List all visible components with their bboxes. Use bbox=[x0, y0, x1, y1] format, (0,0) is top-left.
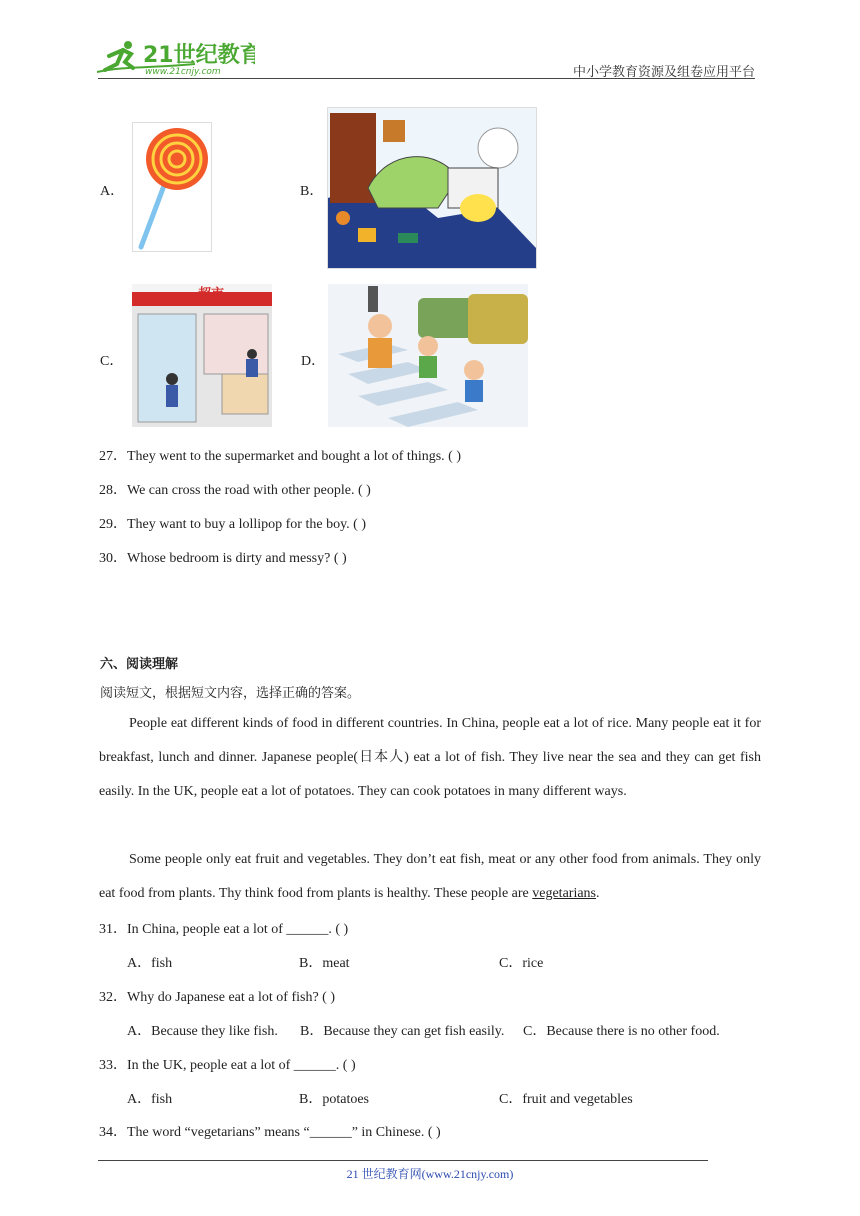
paragraph-2-text: Some people only eat fruit and vegetables. They don’t eat fish, meat or any other food from animals. They only eat food from plants. Thy think food from plants is healthy. These people are bbox=[99, 852, 761, 901]
question-32-option-c: C．Because there is no other food. bbox=[523, 1024, 720, 1039]
question-32-option-a: A．Because they like fish. bbox=[127, 1024, 278, 1039]
supermarket-sign: 超市 bbox=[198, 287, 225, 302]
question-33-option-c: C．fruit and vegetables bbox=[499, 1092, 633, 1107]
question-30: 30．Whose bedroom is dirty and messy? ( ) bbox=[99, 551, 347, 566]
crossing-road-picture bbox=[328, 284, 528, 427]
messy-bedroom-picture bbox=[327, 107, 537, 269]
question-31-option-c: C．rice bbox=[499, 956, 544, 971]
question-31-option-a: A．fish bbox=[127, 956, 173, 971]
question-27: 27．They went to the supermarket and bought a lot of things. ( ) bbox=[99, 449, 461, 464]
logo-url: www.21cnjy.com bbox=[145, 67, 221, 77]
question-31-option-b: B．meat bbox=[299, 956, 350, 971]
option-d-label: D． bbox=[301, 354, 326, 369]
question-34: 34．The word “vegetarians” means “______” in Chinese. ( ) bbox=[99, 1125, 441, 1140]
logo-text: 21世纪教育 bbox=[143, 43, 255, 68]
header-divider bbox=[98, 78, 755, 79]
option-a-label: A． bbox=[100, 184, 125, 199]
section-title: 六、阅读理解 bbox=[100, 657, 179, 672]
passage-paragraph-2 bbox=[99, 843, 761, 911]
question-32: 32．Why do Japanese eat a lot of fish? ( ) bbox=[99, 990, 335, 1005]
question-33-option-b: B．potatoes bbox=[299, 1092, 369, 1107]
site-logo bbox=[95, 38, 255, 78]
paragraph-2-end: . bbox=[596, 886, 600, 901]
option-b-label: B． bbox=[300, 184, 324, 199]
question-33: 33．In the UK, people eat a lot of ______. ( ) bbox=[99, 1058, 356, 1073]
vegetarians-word: vegetarians bbox=[532, 886, 596, 901]
question-31: 31．In China, people eat a lot of ______. ( ) bbox=[99, 922, 349, 937]
question-29: 29．They want to buy a lollipop for the boy. ( ) bbox=[99, 517, 366, 532]
supermarket-picture bbox=[132, 284, 272, 427]
header-platform-text: 中小学教育资源及组卷应用平台 bbox=[572, 65, 755, 80]
footer-site-link[interactable]: 21 世纪教育网(www.21cnjy.com) bbox=[346, 1167, 514, 1181]
question-33-option-a: A．fish bbox=[127, 1092, 173, 1107]
footer-divider bbox=[98, 1160, 708, 1161]
passage-paragraph-1: People eat different kinds of food in different countries. In China, people eat a lot of rice. Many people eat it for breakfast, lunch and dinner. Japanese people(日本人) eat a lot of fish. They live near the sea and they can get fish easily. In the UK, people eat a lot of potatoes. They can cook potatoes in many different ways. bbox=[99, 716, 761, 799]
question-28: 28．We can cross the road with other people. ( ) bbox=[99, 483, 371, 498]
option-c-label: C． bbox=[100, 354, 124, 369]
question-32-option-b: B．Because they can get fish easily. bbox=[300, 1024, 505, 1039]
section-instruction: 阅读短文，根据短文内容，选择正确的答案。 bbox=[100, 686, 361, 701]
lollipop-picture bbox=[132, 122, 212, 252]
